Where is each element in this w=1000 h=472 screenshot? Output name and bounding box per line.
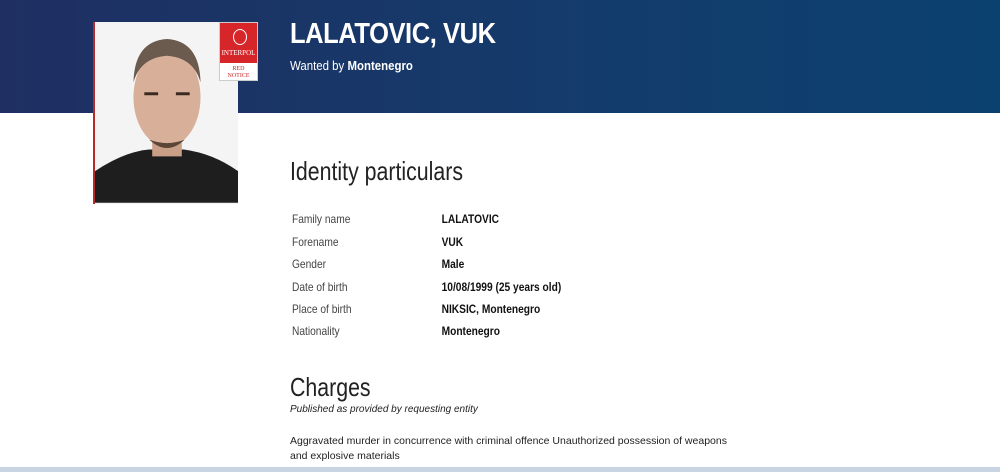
row-label: Nationality	[292, 324, 340, 338]
charges-subtitle: Published as provided by requesting entity	[290, 404, 478, 415]
identity-row	[292, 212, 632, 226]
identity-row	[292, 324, 632, 338]
badge-type-2: NOTICE	[227, 73, 250, 79]
charges-title: Charges	[290, 372, 371, 402]
identity-row	[292, 235, 632, 249]
wanted-by	[290, 58, 413, 73]
row-value: VUK	[441, 235, 464, 249]
wanted-country: Montenegro	[347, 58, 413, 73]
row-value: NIKSIC, Montenegro	[441, 302, 541, 316]
wanted-prefix: Wanted by	[290, 58, 345, 73]
badge-type-1: RED	[232, 66, 245, 72]
row-label: Forename	[292, 235, 339, 249]
charges-text: Aggravated murder in concurrence with criminal offence Unauthorized possession of weapons and explosive materials	[290, 435, 727, 462]
identity-row	[292, 302, 632, 316]
row-label: Place of birth	[292, 302, 352, 316]
identity-title: Identity particulars	[290, 156, 464, 186]
bottom-border	[0, 467, 1000, 472]
row-value: 10/08/1999 (25 years old)	[441, 280, 562, 294]
person-name: LALATOVIC, VUK	[290, 18, 496, 50]
interpol-globe-icon	[233, 29, 247, 45]
row-value: Montenegro	[441, 324, 500, 338]
row-label: Family name	[292, 212, 351, 226]
row-value: LALATOVIC	[441, 212, 500, 226]
identity-row	[292, 280, 632, 294]
red-notice-badge	[219, 22, 258, 81]
row-label: Gender	[292, 257, 327, 271]
identity-row	[292, 257, 632, 271]
badge-org: INTERPOL	[220, 23, 257, 63]
row-value: Male	[441, 257, 465, 271]
row-label: Date of birth	[292, 280, 348, 294]
suspect-photo	[93, 22, 238, 204]
